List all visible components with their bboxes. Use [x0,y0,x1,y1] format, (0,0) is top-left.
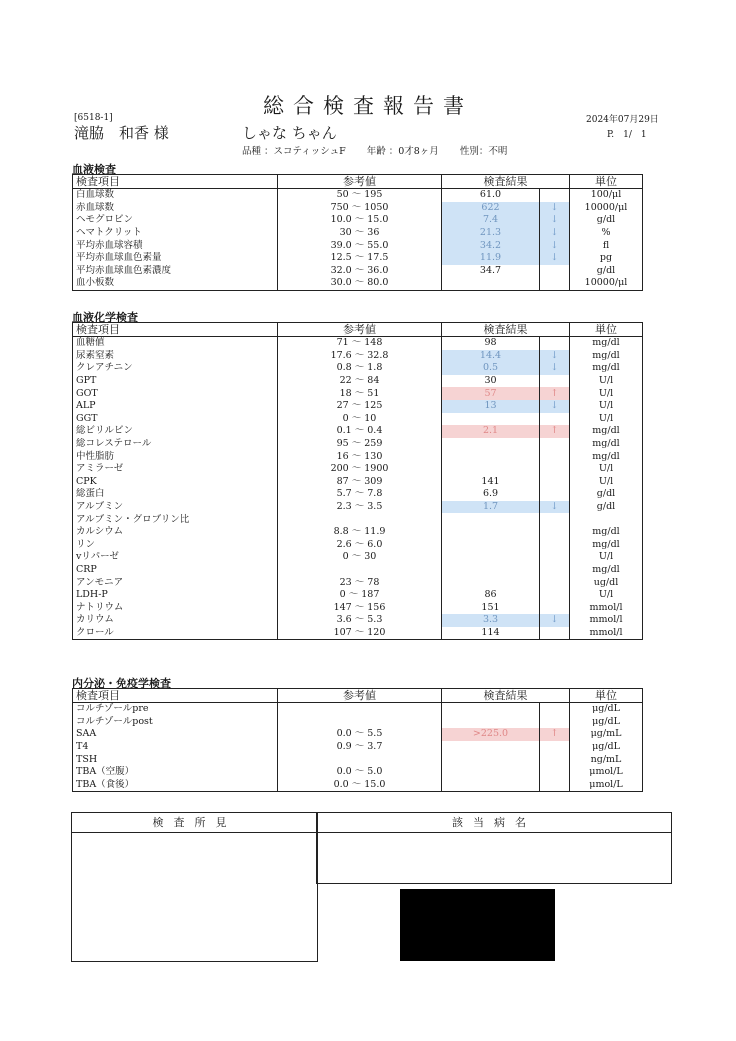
unit: U/l [570,400,643,413]
result-value [442,539,540,552]
result-flag [540,277,570,290]
reference-range: 200 ～ 1900 [278,463,442,476]
unit: fl [570,239,643,252]
reference-range: 95 ～ 259 [278,438,442,451]
reference-range: 30 ～ 36 [278,227,442,240]
result-value: 1.7 [442,501,540,514]
test-item: CPK [73,476,278,489]
table-row [73,375,643,388]
reference-range: 0 ～ 10 [278,413,442,426]
col-header-unit: 単位 [570,689,643,703]
test-item: GPT [73,375,278,388]
unit: mg/dl [570,362,643,375]
result-flag [540,375,570,388]
table-row [73,450,643,463]
table-row [73,337,643,350]
result-flag: ↓ [540,239,570,252]
test-item: 中性脂肪 [73,450,278,463]
result-flag: ↓ [540,362,570,375]
bottom-boxes [71,812,671,962]
reference-range: 0.9 ～ 3.7 [278,741,442,754]
table-row [73,488,643,501]
result-flag [540,766,570,779]
reference-range: 0 ～ 30 [278,551,442,564]
table-row [73,400,643,413]
unit: ug/dl [570,576,643,589]
reference-range: 71 ～ 148 [278,337,442,350]
result-value: 98 [442,337,540,350]
table-row [73,589,643,602]
reference-range [278,513,442,526]
test-item: GGT [73,413,278,426]
result-value [442,277,540,290]
test-item: クレアチニン [73,362,278,375]
result-value: 2.1 [442,425,540,438]
reference-range: 3.6 ～ 5.3 [278,614,442,627]
breed: 品種 ：スコティッシュF [242,146,346,157]
table-row [73,753,643,766]
test-item: コルチゾールpost [73,716,278,729]
unit: U/l [570,476,643,489]
result-value: 0.5 [442,362,540,375]
table-row [73,779,643,792]
table-row [73,227,643,240]
table-endocrine [72,688,643,792]
unit: U/l [570,375,643,388]
result-value [442,463,540,476]
result-flag: ↑ [540,425,570,438]
table-row [73,728,643,741]
report-title: 総合検査報告書 [263,94,473,118]
reference-range: 12.5 ～ 17.5 [278,252,442,265]
col-header-result: 検査結果 [442,689,570,703]
result-value [442,413,540,426]
table-row [73,214,643,227]
reference-range [278,753,442,766]
reference-range: 10.0 ～ 15.0 [278,214,442,227]
result-value: 34.2 [442,239,540,252]
result-flag: ↓ [540,227,570,240]
result-flag [540,463,570,476]
result-value [442,526,540,539]
test-item: 血糖値 [73,337,278,350]
table-header-row [73,689,643,703]
reference-range: 50 ～ 195 [278,189,442,202]
test-item: コルチゾールpre [73,703,278,716]
unit: U/l [570,413,643,426]
result-value: 86 [442,589,540,602]
unit: U/l [570,589,643,602]
table-row [73,413,643,426]
result-flag [540,779,570,792]
reference-range: 0.0 ～ 5.5 [278,728,442,741]
unit: mg/dl [570,350,643,363]
unit: g/dl [570,265,643,278]
reference-range: 27 ～ 125 [278,400,442,413]
result-value [442,450,540,463]
unit: μmol/L [570,779,643,792]
col-header-ref: 参考値 [278,323,442,337]
unit: g/dl [570,501,643,514]
unit: μg/dL [570,703,643,716]
case-number: [6518-1] [74,113,113,123]
reference-range: 147 ～ 156 [278,601,442,614]
result-value: 3.3 [442,614,540,627]
unit: ng/mL [570,753,643,766]
test-item: カリウム [73,614,278,627]
unit: μg/mL [570,728,643,741]
result-value: 622 [442,202,540,215]
sex: 性別：不明 [459,146,508,157]
result-value [442,438,540,451]
table-row [73,564,643,577]
result-flag [540,265,570,278]
col-header-item: 検査項目 [73,323,278,337]
test-item: 平均赤血球血色素量 [73,252,278,265]
table-row [73,265,643,278]
col-header-result: 検査結果 [442,175,570,189]
unit: U/l [570,463,643,476]
table-row [73,189,643,202]
test-item: リン [73,539,278,552]
col-header-unit: 単位 [570,175,643,189]
unit: % [570,227,643,240]
result-flag [540,337,570,350]
result-value [442,576,540,589]
reference-range: 2.3 ～ 3.5 [278,501,442,514]
table-row [73,387,643,400]
table-row [73,601,643,614]
reference-range: 30.0 ～ 80.0 [278,277,442,290]
test-item: ALP [73,400,278,413]
test-item: ナトリウム [73,601,278,614]
reference-range: 0.0 ～ 5.0 [278,766,442,779]
col-header-ref: 参考値 [278,689,442,703]
unit: mg/dl [570,438,643,451]
result-flag: ↓ [540,614,570,627]
test-item: TSH [73,753,278,766]
reference-range: 16 ～ 130 [278,450,442,463]
test-item: GOT [73,387,278,400]
test-item: アルブミン [73,501,278,514]
unit: mg/dl [570,539,643,552]
findings-header: 検査所見 [72,813,317,833]
result-value [442,703,540,716]
pet-name: しゃな ちゃん [242,124,337,142]
result-value: 151 [442,601,540,614]
test-item: ヘマトクリット [73,227,278,240]
result-value: 114 [442,627,540,640]
test-item: アミラーゼ [73,463,278,476]
diagnosis-box [316,812,672,884]
table-row [73,526,643,539]
reference-range: 2.6 ～ 6.0 [278,539,442,552]
reference-range: 8.8 ～ 11.9 [278,526,442,539]
result-flag [540,438,570,451]
section-title-blood: 血液検査 [72,163,116,176]
result-value: 141 [442,476,540,489]
unit: mg/dl [570,450,643,463]
result-flag [540,513,570,526]
result-flag [540,189,570,202]
unit: μg/dL [570,741,643,754]
table-row [73,551,643,564]
section-title-endocrine: 内分泌・免疫学検査 [72,677,171,690]
reference-range: 87 ～ 309 [278,476,442,489]
test-item: TBA（食後） [73,779,278,792]
result-value: 13 [442,400,540,413]
unit: mg/dl [570,564,643,577]
result-flag [540,601,570,614]
result-flag [540,741,570,754]
result-value: >225.0 [442,728,540,741]
table-row [73,476,643,489]
unit: mmol/l [570,627,643,640]
result-flag: ↓ [540,501,570,514]
test-item: SAA [73,728,278,741]
result-value [442,741,540,754]
test-item: クロール [73,627,278,640]
test-item: 白血球数 [73,189,278,202]
table-row [73,576,643,589]
test-item: アンモニア [73,576,278,589]
result-value [442,551,540,564]
result-flag [540,589,570,602]
unit: mmol/l [570,614,643,627]
unit: mg/dl [570,425,643,438]
reference-range: 22 ～ 84 [278,375,442,388]
reference-range: 0.8 ～ 1.8 [278,362,442,375]
test-item: 総ビリルビン [73,425,278,438]
reference-range: 5.7 ～ 7.8 [278,488,442,501]
unit: 10000/μl [570,202,643,215]
reference-range [278,716,442,729]
result-flag [540,450,570,463]
test-item: 平均赤血球容積 [73,239,278,252]
reference-range: 39.0 ～ 55.0 [278,239,442,252]
result-flag [540,551,570,564]
reference-range: 32.0 ～ 36.0 [278,265,442,278]
table-row [73,362,643,375]
test-item: TBA（空腹） [73,766,278,779]
reference-range: 0 ～ 187 [278,589,442,602]
age: 年齢 ：0才8ヶ月 [366,146,439,157]
table-blood [72,174,643,291]
result-value: 57 [442,387,540,400]
unit: U/l [570,387,643,400]
table-chemistry [72,322,643,640]
reference-range: 23 ～ 78 [278,576,442,589]
test-item: T4 [73,741,278,754]
table-row [73,703,643,716]
unit: U/l [570,551,643,564]
table-row [73,513,643,526]
unit: g/dl [570,214,643,227]
unit: g/dl [570,488,643,501]
result-flag: ↓ [540,214,570,227]
table-row [73,350,643,363]
table-row [73,252,643,265]
result-flag [540,576,570,589]
unit: mg/dl [570,526,643,539]
diagnosis-header: 該当病名 [317,813,671,833]
result-value [442,766,540,779]
test-item: アルブミン・グロブリン比 [73,513,278,526]
reference-range: 0.0 ～ 15.0 [278,779,442,792]
findings-box [71,812,318,962]
result-value [442,779,540,792]
test-item: 総蛋白 [73,488,278,501]
patient-meta [242,143,622,157]
reference-range: 107 ～ 120 [278,627,442,640]
result-value [442,513,540,526]
result-flag [540,716,570,729]
table-row [73,202,643,215]
test-item: ヘモグロビン [73,214,278,227]
result-flag: ↑ [540,728,570,741]
table-row [73,501,643,514]
col-header-result: 検査結果 [442,323,570,337]
result-value: 34.7 [442,265,540,278]
col-header-ref: 参考値 [278,175,442,189]
result-flag: ↓ [540,350,570,363]
reference-range [278,703,442,716]
unit: 100/μl [570,189,643,202]
table-row [73,741,643,754]
col-header-item: 検査項目 [73,175,278,189]
result-flag [540,703,570,716]
table-row [73,277,643,290]
page-number: P. 1/ 1 [607,130,647,140]
result-value: 14.4 [442,350,540,363]
unit: μmol/L [570,766,643,779]
col-header-item: 検査項目 [73,689,278,703]
table-row [73,627,643,640]
unit: 10000/μl [570,277,643,290]
result-flag [540,476,570,489]
table-header-row [73,175,643,189]
table-row [73,766,643,779]
test-item: 総コレステロール [73,438,278,451]
result-flag [540,753,570,766]
section-title-chemistry: 血液化学検査 [72,311,138,324]
test-item: 赤血球数 [73,202,278,215]
table-header-row [73,323,643,337]
test-item: カルシウム [73,526,278,539]
reference-range: 18 ～ 51 [278,387,442,400]
reference-range [278,564,442,577]
result-value [442,753,540,766]
table-row [73,539,643,552]
test-item: LDH-P [73,589,278,602]
unit: mmol/l [570,601,643,614]
redaction-block [400,889,555,961]
result-flag: ↑ [540,387,570,400]
test-item: 血小板数 [73,277,278,290]
result-value: 6.9 [442,488,540,501]
reference-range: 0.1 ～ 0.4 [278,425,442,438]
table-row [73,463,643,476]
owner-name: 滝脇 和香 様 [74,124,169,142]
table-row [73,614,643,627]
table-row [73,239,643,252]
reference-range: 17.6 ～ 32.8 [278,350,442,363]
table-row [73,425,643,438]
result-value [442,564,540,577]
result-value: 61.0 [442,189,540,202]
unit [570,513,643,526]
unit: pg [570,252,643,265]
result-flag [540,627,570,640]
report-date: 2024年07月29日 [586,115,659,125]
result-flag: ↓ [540,202,570,215]
result-value: 30 [442,375,540,388]
result-value: 7.4 [442,214,540,227]
result-flag: ↓ [540,252,570,265]
result-value [442,716,540,729]
test-item: 平均赤血球血色素濃度 [73,265,278,278]
result-flag [540,413,570,426]
col-header-unit: 単位 [570,323,643,337]
reference-range: 750 ～ 1050 [278,202,442,215]
result-flag [540,539,570,552]
result-flag: ↓ [540,400,570,413]
result-flag [540,564,570,577]
result-flag [540,526,570,539]
test-item: vリパーゼ [73,551,278,564]
test-item: CRP [73,564,278,577]
test-item: 尿素窒素 [73,350,278,363]
table-row [73,438,643,451]
result-value: 21.3 [442,227,540,240]
result-flag [540,488,570,501]
unit: mg/dl [570,337,643,350]
unit: μg/dL [570,716,643,729]
table-row [73,716,643,729]
result-value: 11.9 [442,252,540,265]
